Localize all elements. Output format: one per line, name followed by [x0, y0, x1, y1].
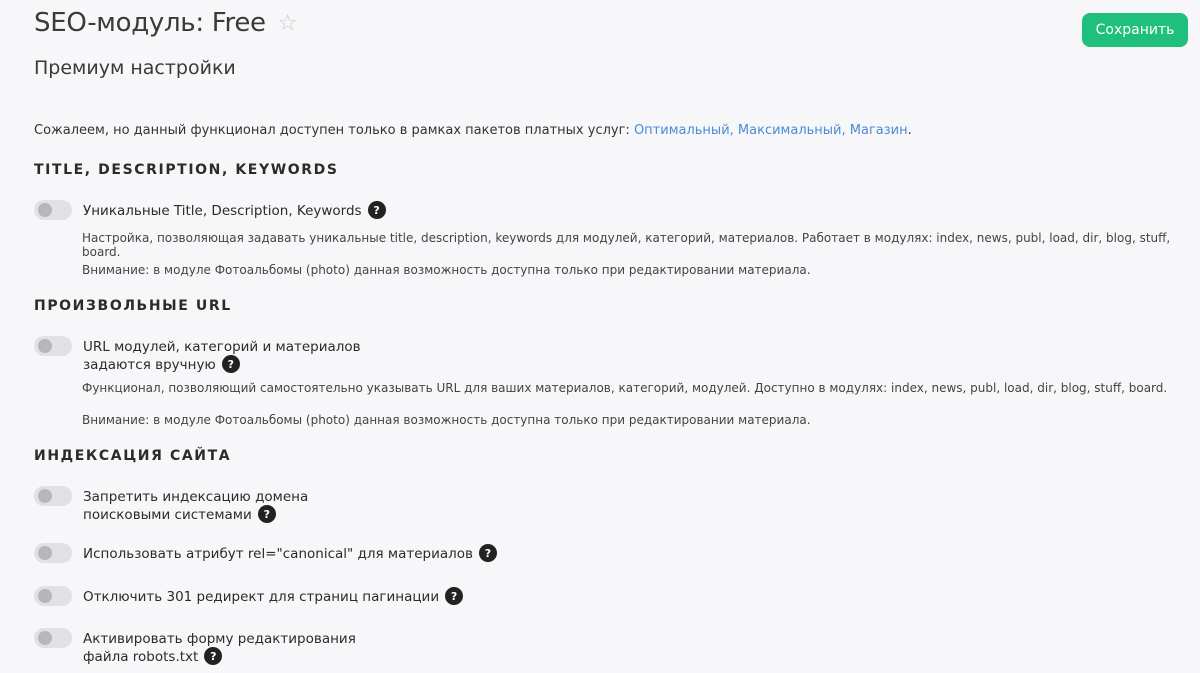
option-label-robots-editor — [83, 631, 393, 666]
option-label-canonical — [83, 545, 497, 563]
option-text: Запретить индексацию домена поисковыми системами — [83, 489, 309, 523]
toggle-knob — [38, 339, 52, 353]
desc-tdk-2: Внимание: в модуле Фотоальбомы (photo) данная возможность доступна только при редактировании материала. — [82, 263, 811, 277]
help-icon[interactable]: ? — [368, 201, 386, 219]
option-label-disable-301 — [83, 588, 463, 606]
toggle-unique-tdk[interactable] — [34, 200, 72, 220]
option-disallow-indexing — [34, 486, 393, 524]
toggle-knob — [38, 203, 52, 217]
toggle-knob — [38, 631, 52, 645]
help-icon[interactable]: ? — [258, 505, 276, 523]
page-title: SEO-модуль: Free — [34, 8, 266, 38]
toggle-knob — [38, 546, 52, 560]
notice-text: Сожалеем, но данный функционал доступен только в рамках пакетов платных услуг: — [34, 123, 634, 138]
save-button[interactable]: Сохранить — [1082, 13, 1188, 47]
option-canonical — [34, 543, 497, 563]
toggle-knob — [38, 589, 52, 603]
help-icon[interactable]: ? — [445, 587, 463, 605]
toggle-custom-urls[interactable] — [34, 336, 72, 356]
premium-notice — [34, 123, 912, 138]
option-robots-editor — [34, 628, 393, 666]
option-label-disallow-indexing — [83, 489, 393, 524]
help-icon[interactable]: ? — [204, 647, 222, 665]
heading-tdk: TITLE, DESCRIPTION, KEYWORDS — [34, 162, 339, 178]
option-text: Активировать форму редактирования файла robots.txt — [83, 631, 356, 665]
option-unique-tdk — [34, 200, 386, 220]
page-header — [34, 8, 297, 38]
option-disable-301 — [34, 586, 463, 606]
option-text: Отключить 301 редирект для страниц пагинации — [83, 589, 440, 605]
option-label-unique-tdk — [83, 202, 386, 220]
option-label-custom-urls — [83, 339, 423, 374]
paid-plans-link[interactable]: Оптимальный, Максимальный, Магазин — [633, 123, 908, 138]
option-text: Использовать атрибут rel="canonical" для материалов — [83, 546, 473, 562]
desc-urls-2: Внимание: в модуле Фотоальбомы (photo) данная возможность доступна только при редактировании материала. — [82, 413, 811, 427]
option-text: Уникальные Title, Description, Keywords — [83, 203, 362, 219]
desc-urls-1: Функционал, позволяющий самостоятельно указывать URL для ваших материалов, категорий, модулей. Доступно в модулях: index, news, publ, load, dir, blog, stuff, board. — [82, 381, 1168, 395]
section-subtitle: Премиум настройки — [34, 57, 236, 79]
toggle-disable-301[interactable] — [34, 586, 72, 606]
heading-indexing: ИНДЕКСАЦИЯ САЙТА — [34, 448, 232, 464]
desc-tdk-1: Настройка, позволяющая задавать уникальные title, description, keywords для модулей, категорий, материалов. Работает в модулях: index, news, publ, load, dir, blog, stuff, board. — [82, 231, 1171, 259]
toggle-disallow-indexing[interactable] — [34, 486, 72, 506]
toggle-robots-editor[interactable] — [34, 628, 72, 648]
favorite-star-icon[interactable]: ☆ — [277, 11, 298, 36]
help-icon[interactable]: ? — [222, 355, 240, 373]
option-text: URL модулей, категорий и материалов задаются вручную — [83, 339, 361, 373]
option-custom-urls — [34, 336, 423, 374]
toggle-knob — [38, 489, 52, 503]
heading-urls: ПРОИЗВОЛЬНЫЕ URL — [34, 298, 232, 314]
notice-suffix: . — [907, 123, 912, 138]
toggle-canonical[interactable] — [34, 543, 72, 563]
help-icon[interactable]: ? — [479, 544, 497, 562]
